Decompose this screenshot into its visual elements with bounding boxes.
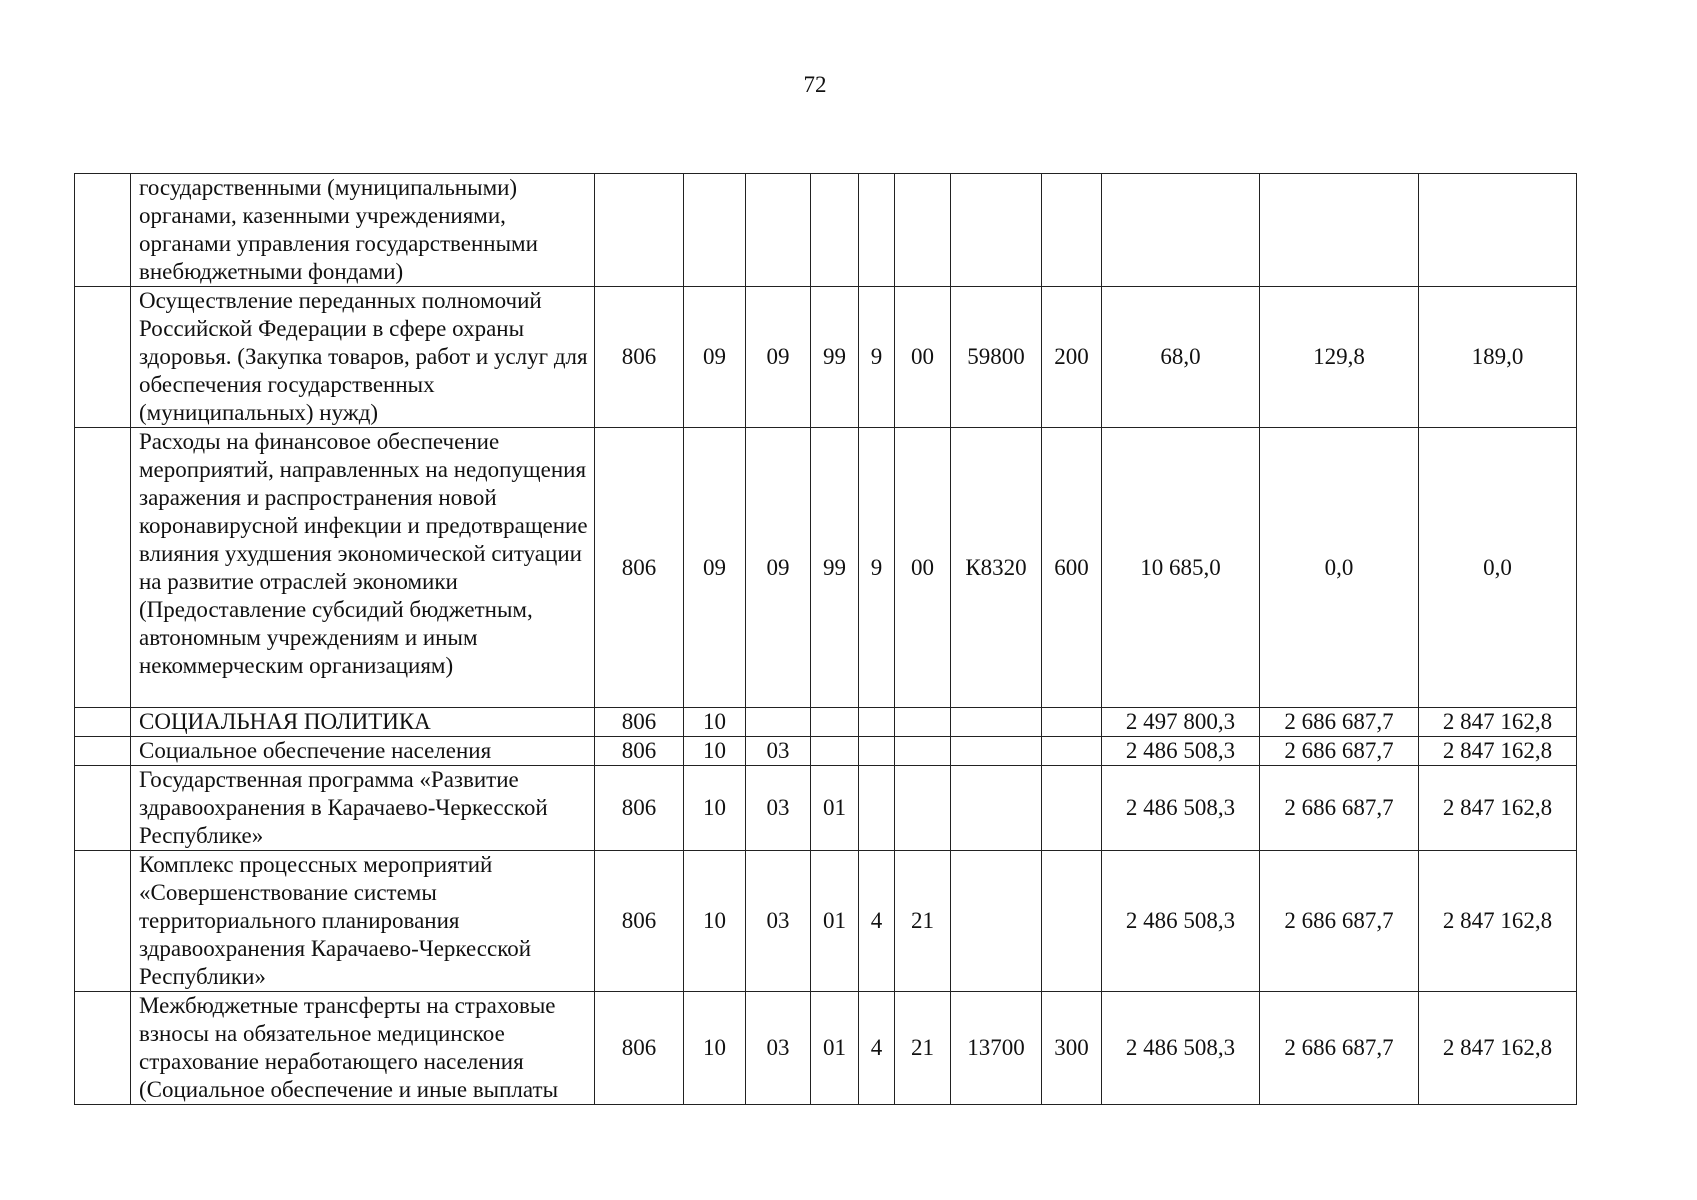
subprogram-code-cell: 4 (859, 992, 895, 1105)
description-cell: Социальное обеспечение населения (131, 737, 595, 766)
description-cell: СОЦИАЛЬНАЯ ПОЛИТИКА (131, 708, 595, 737)
description-cell: Межбюджетные трансферты на страховые взносы на обязательное медицинское страхование неработающего населения (Социальное обеспечение и иные выплаты (131, 992, 595, 1105)
amount-cell-2: 2 686 687,7 (1260, 708, 1419, 737)
section-code-cell: 10 (684, 737, 746, 766)
program-code-cell (811, 708, 859, 737)
amount-cell-1 (1102, 174, 1260, 287)
program-code-cell: 99 (811, 428, 859, 708)
amount-cell-2: 2 686 687,7 (1260, 737, 1419, 766)
section-code-cell: 10 (684, 708, 746, 737)
expense-type-cell (1042, 737, 1102, 766)
direction-code-cell: 21 (895, 851, 951, 992)
subprogram-code-cell (859, 174, 895, 287)
direction-code-cell (895, 766, 951, 851)
direction-code-cell: 00 (895, 287, 951, 428)
program-code-cell (811, 174, 859, 287)
amount-cell-1: 2 486 508,3 (1102, 851, 1260, 992)
expense-type-cell (1042, 851, 1102, 992)
amount-cell-1: 10 685,0 (1102, 428, 1260, 708)
subprogram-code-cell (859, 737, 895, 766)
ministry-code-cell: 806 (595, 428, 684, 708)
row-index-cell (75, 992, 131, 1105)
table-row (75, 708, 1577, 737)
amount-cell-1: 2 497 800,3 (1102, 708, 1260, 737)
direction-code-cell: 21 (895, 992, 951, 1105)
direction-code-cell (895, 708, 951, 737)
item-code-cell (951, 766, 1042, 851)
amount-cell-3: 189,0 (1419, 287, 1577, 428)
direction-code-cell: 00 (895, 428, 951, 708)
row-index-cell (75, 766, 131, 851)
section-code-cell: 10 (684, 992, 746, 1105)
subprogram-code-cell: 4 (859, 851, 895, 992)
program-code-cell: 01 (811, 766, 859, 851)
amount-cell-3: 2 847 162,8 (1419, 766, 1577, 851)
subsection-code-cell: 03 (746, 992, 811, 1105)
subprogram-code-cell (859, 766, 895, 851)
subprogram-code-cell: 9 (859, 287, 895, 428)
amount-cell-2 (1260, 174, 1419, 287)
amount-cell-3: 2 847 162,8 (1419, 851, 1577, 992)
amount-cell-1: 2 486 508,3 (1102, 737, 1260, 766)
expense-type-cell: 300 (1042, 992, 1102, 1105)
description-cell: Расходы на финансовое обеспечение мероприятий, направленных на недопущения заражения и распространения новой коронавирусной инфекции и предотвращение влияния ухудшения экономической ситуации на развитие отраслей экономики (Предоставление субсидий бюджетным, автономным учреждениям и иным некоммерческим организациям) (131, 428, 595, 708)
amount-cell-2: 2 686 687,7 (1260, 992, 1419, 1105)
subsection-code-cell: 03 (746, 737, 811, 766)
budget-table (74, 173, 1577, 1105)
amount-cell-3 (1419, 174, 1577, 287)
ministry-code-cell: 806 (595, 737, 684, 766)
program-code-cell: 01 (811, 851, 859, 992)
item-code-cell (951, 851, 1042, 992)
section-code-cell (684, 174, 746, 287)
subsection-code-cell: 03 (746, 851, 811, 992)
subsection-code-cell: 09 (746, 428, 811, 708)
item-code-cell: 13700 (951, 992, 1042, 1105)
item-code-cell: 59800 (951, 287, 1042, 428)
row-index-cell (75, 428, 131, 708)
table-row (75, 766, 1577, 851)
ministry-code-cell: 806 (595, 992, 684, 1105)
program-code-cell: 99 (811, 287, 859, 428)
item-code-cell: К8320 (951, 428, 1042, 708)
table-row (75, 737, 1577, 766)
row-index-cell (75, 851, 131, 992)
expense-type-cell (1042, 766, 1102, 851)
item-code-cell (951, 737, 1042, 766)
row-index-cell (75, 737, 131, 766)
subsection-code-cell: 09 (746, 287, 811, 428)
subprogram-code-cell: 9 (859, 428, 895, 708)
amount-cell-3: 0,0 (1419, 428, 1577, 708)
item-code-cell (951, 174, 1042, 287)
amount-cell-1: 2 486 508,3 (1102, 766, 1260, 851)
ministry-code-cell: 806 (595, 766, 684, 851)
amount-cell-2: 129,8 (1260, 287, 1419, 428)
section-code-cell: 10 (684, 851, 746, 992)
row-index-cell (75, 174, 131, 287)
description-cell: Комплекс процессных мероприятий «Совершенствование системы территориального планирования здравоохранения Карачаево-Черкесской Республики» (131, 851, 595, 992)
expense-type-cell (1042, 174, 1102, 287)
direction-code-cell (895, 737, 951, 766)
description-cell: Осуществление переданных полномочий Российской Федерации в сфере охраны здоровья. (Закупка товаров, работ и услуг для обеспечения государственных (муниципальных) нужд) (131, 287, 595, 428)
program-code-cell: 01 (811, 992, 859, 1105)
ministry-code-cell: 806 (595, 851, 684, 992)
amount-cell-3: 2 847 162,8 (1419, 708, 1577, 737)
section-code-cell: 09 (684, 428, 746, 708)
amount-cell-2: 2 686 687,7 (1260, 851, 1419, 992)
amount-cell-3: 2 847 162,8 (1419, 992, 1577, 1105)
ministry-code-cell: 806 (595, 708, 684, 737)
table-row (75, 851, 1577, 992)
row-index-cell (75, 287, 131, 428)
expense-type-cell: 600 (1042, 428, 1102, 708)
amount-cell-2: 0,0 (1260, 428, 1419, 708)
amount-cell-3: 2 847 162,8 (1419, 737, 1577, 766)
description-cell: Государственная программа «Развитие здравоохранения в Карачаево-Черкесской Республике» (131, 766, 595, 851)
subsection-code-cell (746, 708, 811, 737)
expense-type-cell (1042, 708, 1102, 737)
subsection-code-cell (746, 174, 811, 287)
subprogram-code-cell (859, 708, 895, 737)
expense-type-cell: 200 (1042, 287, 1102, 428)
amount-cell-1: 2 486 508,3 (1102, 992, 1260, 1105)
table-body (75, 174, 1577, 1105)
section-code-cell: 09 (684, 287, 746, 428)
subsection-code-cell: 03 (746, 766, 811, 851)
amount-cell-1: 68,0 (1102, 287, 1260, 428)
item-code-cell (951, 708, 1042, 737)
page-number: 72 (803, 72, 827, 97)
direction-code-cell (895, 174, 951, 287)
amount-cell-2: 2 686 687,7 (1260, 766, 1419, 851)
section-code-cell: 10 (684, 766, 746, 851)
table-row (75, 174, 1577, 287)
table-row (75, 992, 1577, 1105)
program-code-cell (811, 737, 859, 766)
row-index-cell (75, 708, 131, 737)
ministry-code-cell (595, 174, 684, 287)
ministry-code-cell: 806 (595, 287, 684, 428)
table-row (75, 287, 1577, 428)
table-row (75, 428, 1577, 708)
description-cell: государственными (муниципальными) органами, казенными учреждениями, органами управления государственными внебюджетными фондами) (131, 174, 595, 287)
